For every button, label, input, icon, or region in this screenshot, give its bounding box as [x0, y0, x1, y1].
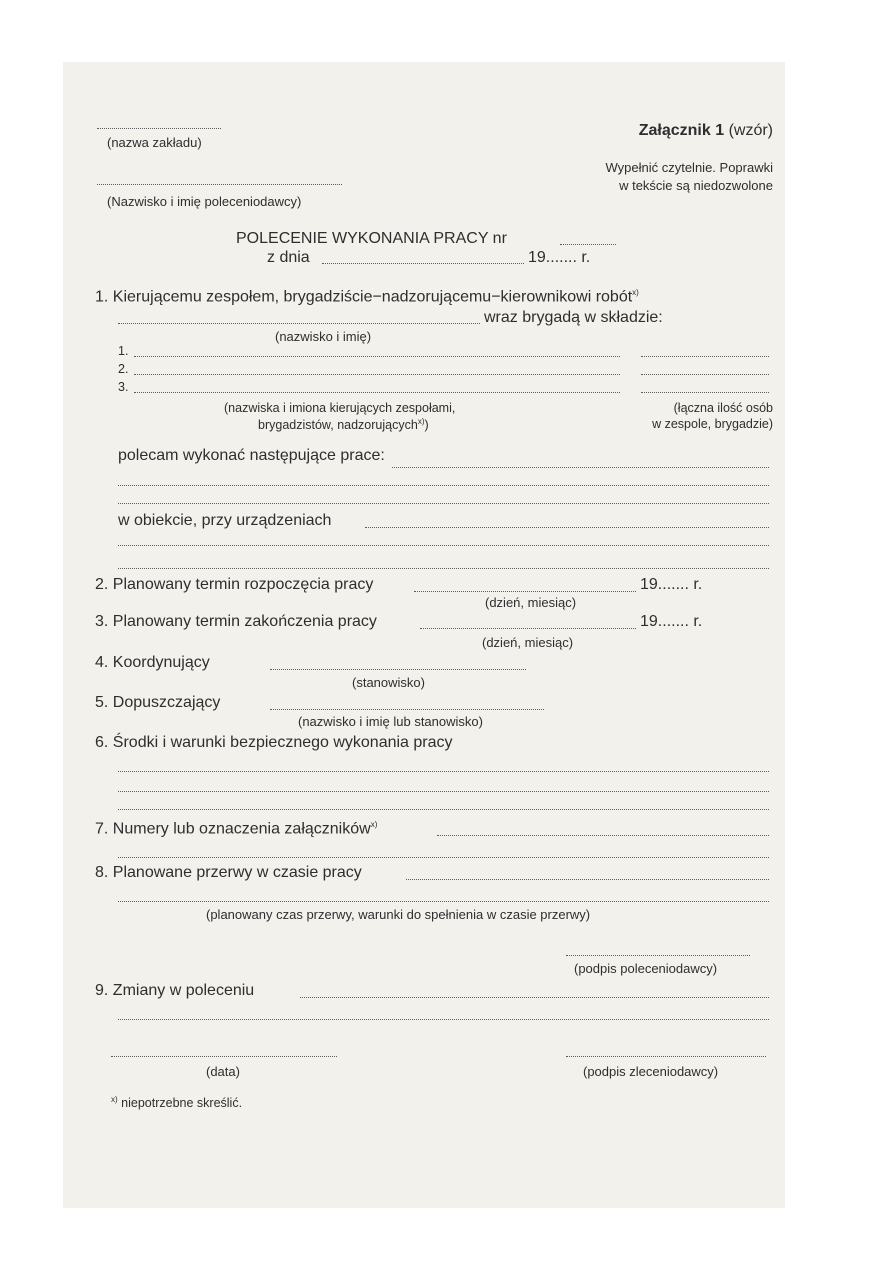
footnote-mark: x): [111, 1095, 118, 1104]
dotted-line-date[interactable]: [322, 263, 524, 264]
dotted-line-przerwy[interactable]: [406, 879, 769, 880]
label-data: (data): [206, 1064, 240, 1079]
dotted-line-obiekt-2[interactable]: [118, 545, 769, 546]
section3-year: 19....... r.: [640, 613, 703, 630]
dotted-line-count-1[interactable]: [641, 356, 769, 357]
dotted-line-przerwy-2[interactable]: [118, 901, 769, 902]
section1-heading: 1. Kierującemu zespołem, brygadziście−nadzorującemu−kierownikowi robót$^{x)}$: [95, 288, 639, 306]
note-line1: Wypełnić czytelnie. Poprawki: [605, 160, 773, 175]
annex-rest: (wzór): [728, 122, 773, 139]
section6-label: 6. Środki i warunki bezpiecznego wykonania pracy: [95, 734, 453, 751]
dotted-line-dopuszczajacy[interactable]: [270, 709, 544, 710]
dotted-line-poleceniodawca[interactable]: [97, 184, 342, 185]
annex-title: [639, 122, 773, 140]
dotted-line-end[interactable]: [420, 628, 636, 629]
caption-name: (nazwisko i imię): [275, 329, 372, 344]
section5-caption: (nazwisko i imię lub stanowisko): [298, 714, 483, 729]
section9-label: 9. Zmiany w poleceniu: [95, 982, 255, 999]
dotted-line-number[interactable]: [560, 244, 616, 245]
date-label: z dnia: [267, 249, 310, 266]
dotted-line-item-1[interactable]: [134, 356, 620, 357]
dotted-line-count-2[interactable]: [641, 374, 769, 375]
dotted-line-srodki-3[interactable]: [118, 809, 769, 810]
label-poleceniodawca: (Nazwisko i imię poleceniodawcy): [107, 194, 302, 209]
dotted-line-start[interactable]: [414, 591, 636, 592]
dotted-line-srodki-1[interactable]: [118, 771, 769, 772]
signature-poleceniodawcy: (podpis poleceniodawcy): [574, 961, 718, 976]
footnote-text: niepotrzebne skreślić.: [121, 1096, 243, 1111]
item-2: 2.: [118, 362, 129, 376]
dotted-line-prace-1[interactable]: [392, 467, 769, 468]
dotted-line-podpis-zleceniodawcy[interactable]: [566, 1056, 766, 1057]
dotted-line-zaklad[interactable]: [97, 128, 221, 129]
brigade-label: wraz brygadą w składzie:: [484, 309, 663, 326]
dotted-line-obiekt[interactable]: [365, 527, 769, 528]
item-3: 3.: [118, 380, 129, 394]
section8-caption: (planowany czas przerwy, warunki do spełnienia w czasie przerwy): [206, 907, 591, 922]
label-zaklad: (nazwa zakładu): [107, 135, 202, 150]
dotted-line-count-3[interactable]: [641, 392, 769, 393]
footnote: [111, 1095, 242, 1110]
dotted-line-prace-2[interactable]: [118, 485, 769, 486]
section8-label: 8. Planowane przerwy w czasie pracy: [95, 864, 362, 881]
dotted-line-podpis-poleceniodawcy[interactable]: [566, 955, 750, 956]
dotted-line-prace-3[interactable]: [118, 503, 769, 504]
section3-label: 3. Planowany termin zakończenia pracy: [95, 613, 377, 630]
polecam-label: polecam wykonać następujące prace:: [118, 447, 385, 464]
caption-team-line2: brygadzistów, nadzorujących$^{x)}$): [258, 417, 429, 433]
caption-count-line1: (łączna ilość osób: [673, 401, 773, 415]
section7-label: 7. Numery lub oznaczenia załączników$^{x)}$: [95, 820, 378, 838]
note-line2: w tekście są niedozwolone: [619, 178, 773, 193]
item-1: 1.: [118, 344, 129, 358]
dotted-line-item-2[interactable]: [134, 374, 620, 375]
section4-label: 4. Koordynujący: [95, 654, 210, 671]
dotted-line-koordynujacy[interactable]: [270, 669, 526, 670]
dotted-line-zalaczniki-2[interactable]: [118, 857, 769, 858]
caption-team-line1: (nazwiska i imiona kierujących zespołami,: [224, 401, 456, 415]
form-title: POLECENIE WYKONANIA PRACY nr: [236, 230, 507, 247]
section5-label: 5. Dopuszczający: [95, 694, 221, 711]
section3-caption: (dzień, miesiąc): [482, 635, 574, 650]
caption-count-line2: w zespole, brygadzie): [652, 417, 773, 431]
date-year: 19....... r.: [528, 249, 591, 266]
section2-year: 19....... r.: [640, 576, 703, 593]
dotted-line-zalaczniki[interactable]: [437, 835, 769, 836]
section2-label: 2. Planowany termin rozpoczęcia pracy: [95, 576, 374, 593]
dotted-line-srodki-2[interactable]: [118, 791, 769, 792]
annex-bold: Załącznik 1: [638, 122, 725, 139]
section2-caption: (dzień, miesiąc): [485, 595, 577, 610]
dotted-line-zmiany[interactable]: [300, 997, 769, 998]
section4-caption: (stanowisko): [352, 675, 425, 690]
obiekt-label: w obiekcie, przy urządzeniach: [118, 512, 332, 529]
dotted-line-data[interactable]: [111, 1056, 337, 1057]
dotted-line-item-3[interactable]: [134, 392, 620, 393]
signature-zleceniodawcy: (podpis zleceniodawcy): [583, 1064, 719, 1079]
dotted-line-obiekt-3[interactable]: [118, 568, 769, 569]
dotted-line-kierujacy[interactable]: [118, 323, 480, 324]
dotted-line-zmiany-2[interactable]: [118, 1019, 769, 1020]
